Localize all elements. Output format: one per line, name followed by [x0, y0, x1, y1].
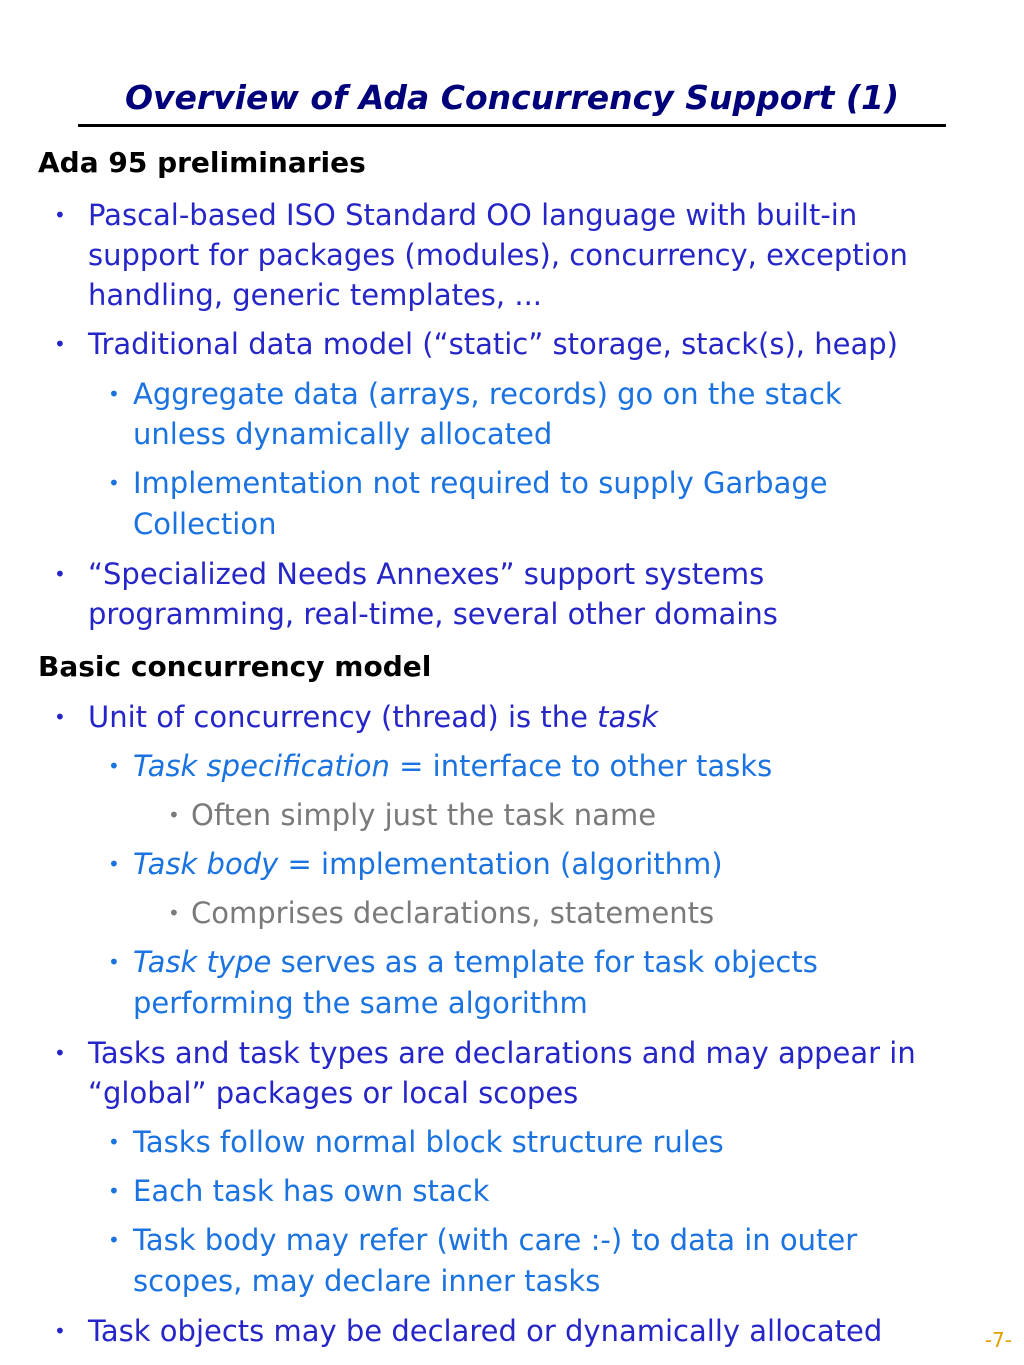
sub-bullet-marker: • [108, 950, 120, 974]
sub-bullet-marker: • [108, 1228, 120, 1252]
sub-sub-bullet-marker: • [168, 803, 180, 827]
sub-bullet-text: Collection [133, 507, 277, 541]
sub-bullet-marker: • [108, 1179, 120, 1203]
bullet-text: Task objects may be declared or dynamically allocated [88, 1314, 883, 1348]
sub-bullet-marker: • [108, 1130, 120, 1154]
slide-title: Overview of Ada Concurrency Support (1) [124, 78, 900, 117]
bullet-marker: • [54, 1319, 66, 1343]
emphasis-text: Task body [133, 847, 279, 881]
plain-text: serves as a template for task objects [271, 945, 818, 979]
sub-bullet-text: unless dynamically allocated [133, 417, 553, 451]
title-underline [78, 124, 946, 127]
emphasis-text: Task type [133, 945, 272, 979]
bullet-text [88, 697, 658, 738]
page-number: -7- [984, 1328, 1012, 1352]
sub-bullet-marker: • [108, 382, 120, 406]
section-heading-ada95: Ada 95 preliminaries [38, 146, 366, 179]
sub-bullet-text: Each task has own stack [133, 1174, 490, 1208]
sub-sub-bullet-text: Often simply just the task name [191, 798, 657, 832]
bullet-marker: • [54, 1041, 66, 1065]
bullet-text: programming, real-time, several other domains [88, 597, 778, 631]
sub-bullet-marker: • [108, 754, 120, 778]
bullet-text: “Specialized Needs Annexes” support systems [88, 557, 765, 591]
emphasis-text: task [597, 700, 659, 734]
section-heading-concurrency-model: Basic concurrency model [38, 650, 432, 683]
bullet-marker: • [54, 705, 66, 729]
sub-bullet-text [133, 844, 723, 885]
plain-text: = implementation (algorithm) [278, 847, 723, 881]
plain-text: Unit of concurrency (thread) is the [88, 700, 598, 734]
bullet-text: Traditional data model (“static” storage, stack(s), heap) [88, 327, 898, 361]
sub-bullet-text: Tasks follow normal block structure rules [133, 1125, 724, 1159]
sub-bullet-marker: • [108, 852, 120, 876]
bullet-text: handling, generic templates, ... [88, 278, 543, 312]
sub-bullet-text [133, 942, 818, 983]
sub-bullet-marker: • [108, 471, 120, 495]
sub-bullet-text: Task body may refer (with care :-) to data in outer [133, 1223, 858, 1257]
bullet-text: Tasks and task types are declarations and may appear in [88, 1036, 916, 1070]
sub-bullet-text: Implementation not required to supply Garbage [133, 466, 828, 500]
sub-bullet-text: performing the same algorithm [133, 986, 588, 1020]
bullet-text: Pascal-based ISO Standard OO language with built-in [88, 198, 858, 232]
sub-sub-bullet-text: Comprises declarations, statements [191, 896, 715, 930]
bullet-marker: • [54, 332, 66, 356]
sub-bullet-text: Aggregate data (arrays, records) go on the stack [133, 377, 842, 411]
bullet-text: “global” packages or local scopes [88, 1076, 579, 1110]
sub-bullet-text [133, 746, 772, 787]
bullet-text: support for packages (modules), concurrency, exception [88, 238, 908, 272]
sub-bullet-text: scopes, may declare inner tasks [133, 1264, 601, 1298]
bullet-marker: • [54, 203, 66, 227]
emphasis-text: Task specification [133, 749, 390, 783]
plain-text: = interface to other tasks [389, 749, 773, 783]
bullet-marker: • [54, 562, 66, 586]
sub-sub-bullet-marker: • [168, 901, 180, 925]
